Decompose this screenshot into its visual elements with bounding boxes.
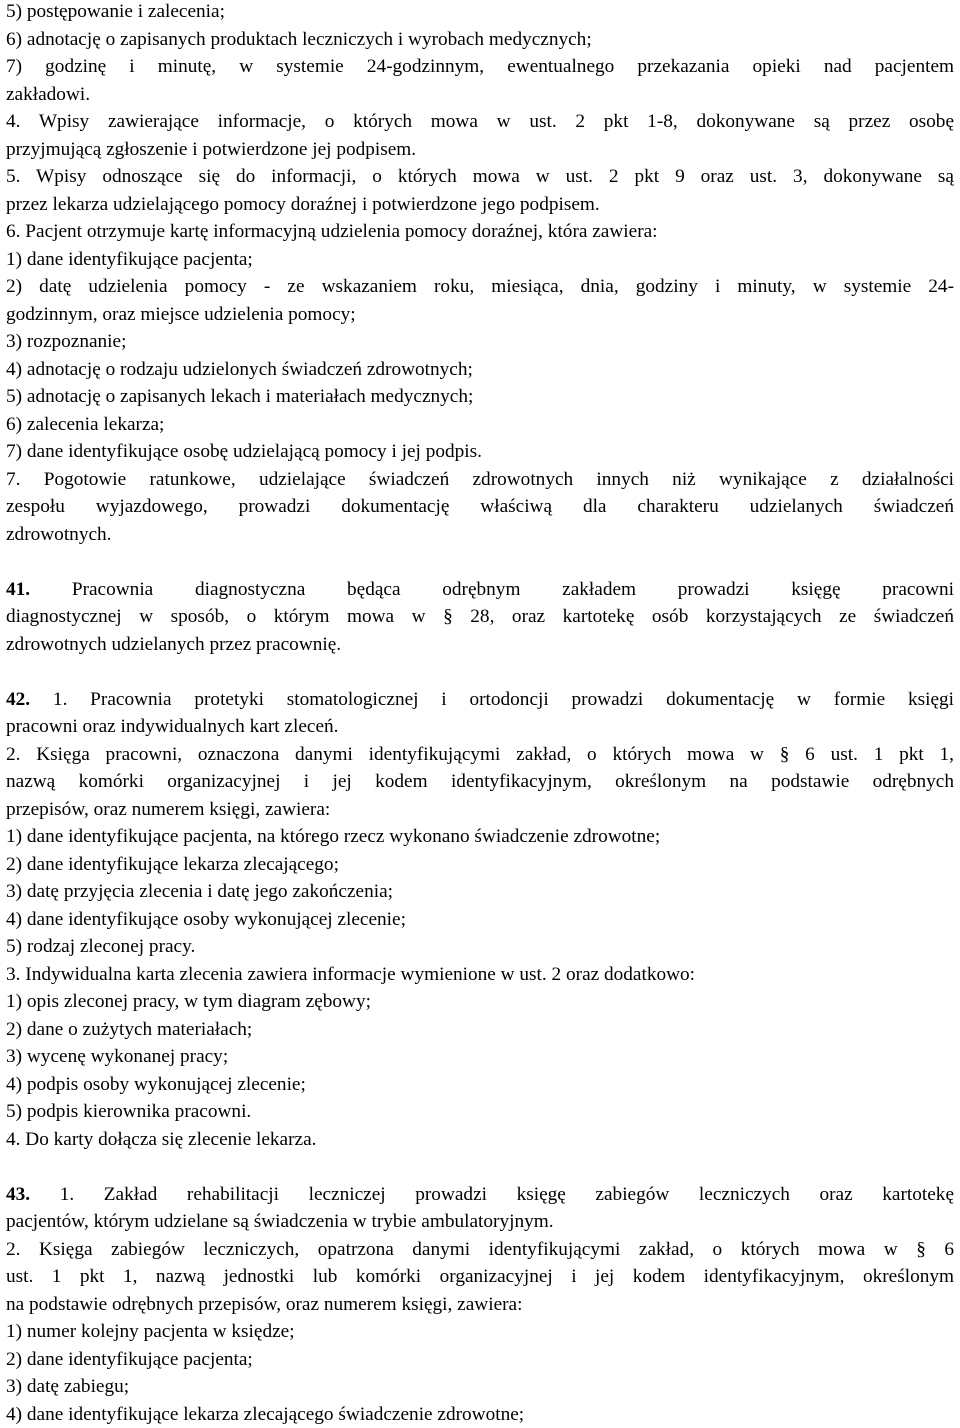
text-line: 1) dane identyfikujące pacjenta, na którego rzecz wykonano świadczenie zdrowotne; <box>6 823 954 851</box>
text-line: przyjmującą zgłoszenie i potwierdzone jej podpisem. <box>6 136 954 164</box>
text-line: 6) zalecenia lekarza; <box>6 411 954 439</box>
text-line: 4) podpis osoby wykonującej zlecenie; <box>6 1071 954 1099</box>
text-line: zespołu wyjazdowego, prowadzi dokumentację właściwą dla charakteru udzielanych świadczeń <box>6 493 954 521</box>
paragraph-gap <box>6 1153 954 1181</box>
text-line: 5) podpis kierownika pracowni. <box>6 1098 954 1126</box>
text-line: 5) postępowanie i zalecenia; <box>6 0 954 26</box>
text-line: 7) dane identyfikujące osobę udzielającą pomocy i jej podpis. <box>6 438 954 466</box>
text-line: 5) adnotację o zapisanych lekach i materiałach medycznych; <box>6 383 954 411</box>
text-line: nazwą komórki organizacyjnej i jej kodem identyfikacyjnym, określonym na podstawie odrębnych <box>6 768 954 796</box>
text-line: 4) adnotację o rodzaju udzielonych świadczeń zdrowotnych; <box>6 356 954 384</box>
text-line: 4) dane identyfikujące osoby wykonującej zlecenie; <box>6 906 954 934</box>
text-line: 5. Wpisy odnoszące się do informacji, o których mowa w ust. 2 pkt 9 oraz ust. 3, dokonywane są <box>6 163 954 191</box>
text-line: ust. 1 pkt 1, nazwą jednostki lub komórki organizacyjnej i jej kodem identyfikacyjnym, określonym <box>6 1263 954 1291</box>
section-text: Pracownia diagnostyczna będąca odrębnym zakładem prowadzi księgę pracowni <box>72 579 954 600</box>
text-line: 6. Pacjent otrzymuje kartę informacyjną udzielenia pomocy doraźnej, która zawiera: <box>6 218 954 246</box>
text-line: 3. Indywidualna karta zlecenia zawiera informacje wymienione w ust. 2 oraz dodatkowo: <box>6 961 954 989</box>
section-41-heading-line <box>6 576 954 604</box>
section-number: 41. <box>6 579 30 600</box>
text-line: zdrowotnych udzielanych przez pracownię. <box>6 631 954 659</box>
text-line: 7) godzinę i minutę, w systemie 24-godzinnym, ewentualnego przekazania opieki nad pacjentem <box>6 53 954 81</box>
text-line: 4. Wpisy zawierające informacje, o których mowa w ust. 2 pkt 1-8, dokonywane są przez osobę <box>6 108 954 136</box>
text-line: na podstawie odrębnych przepisów, oraz numerem księgi, zawiera: <box>6 1291 954 1319</box>
text-line: 2) dane identyfikujące pacjenta; <box>6 1346 954 1374</box>
text-line: 2) dane o zużytych materiałach; <box>6 1016 954 1044</box>
text-line: przez lekarza udzielającego pomocy doraźnej i potwierdzone jego podpisem. <box>6 191 954 219</box>
section-number: 43. <box>6 1184 30 1205</box>
text-line: 3) rozpoznanie; <box>6 328 954 356</box>
text-line: 2. Księga pracowni, oznaczona danymi identyfikującymi zakład, o których mowa w § 6 ust. 1 pkt 1, <box>6 741 954 769</box>
section-text: 1. Zakład rehabilitacji leczniczej prowadzi księgę zabiegów leczniczych oraz kartotekę <box>60 1184 954 1205</box>
text-line: 6) adnotację o zapisanych produktach leczniczych i wyrobach medycznych; <box>6 26 954 54</box>
section-42-heading-line <box>6 686 954 714</box>
text-line: zdrowotnych. <box>6 521 954 549</box>
text-line: pacjentów, którym udzielane są świadczenia w trybie ambulatoryjnym. <box>6 1208 954 1236</box>
text-line: przepisów, oraz numerem księgi, zawiera: <box>6 796 954 824</box>
text-line: 3) wycenę wykonanej pracy; <box>6 1043 954 1071</box>
text-line: 2. Księga zabiegów leczniczych, opatrzona danymi identyfikującymi zakład, o których mowa w § 6 <box>6 1236 954 1264</box>
text-line: godzinnym, oraz miejsce udzielenia pomocy; <box>6 301 954 329</box>
section-number: 42. <box>6 689 30 710</box>
text-line: 3) datę zabiegu; <box>6 1373 954 1401</box>
text-line: 1) opis zleconej pracy, w tym diagram zębowy; <box>6 988 954 1016</box>
text-line: 7. Pogotowie ratunkowe, udzielające świadczeń zdrowotnych innych niż wynikające z działalności <box>6 466 954 494</box>
text-line: 1) numer kolejny pacjenta w księdze; <box>6 1318 954 1346</box>
paragraph-gap <box>6 658 954 686</box>
text-line: 2) dane identyfikujące lekarza zlecającego; <box>6 851 954 879</box>
text-line: diagnostycznej w sposób, o którym mowa w § 28, oraz kartotekę osób korzystających ze świadczeń <box>6 603 954 631</box>
text-line: 4) dane identyfikujące lekarza zlecającego świadczenie zdrowotne; <box>6 1401 954 1428</box>
text-line: 1) dane identyfikujące pacjenta; <box>6 246 954 274</box>
text-line: zakładowi. <box>6 81 954 109</box>
text-line: 4. Do karty dołącza się zlecenie lekarza. <box>6 1126 954 1154</box>
section-43-heading-line <box>6 1181 954 1209</box>
text-line: 3) datę przyjęcia zlecenia i datę jego zakończenia; <box>6 878 954 906</box>
section-text: 1. Pracownia protetyki stomatologicznej i ortodoncji prowadzi dokumentację w formie księgi <box>53 689 954 710</box>
text-line: 2) datę udzielenia pomocy - ze wskazaniem roku, miesiąca, dnia, godziny i minuty, w systemie 24- <box>6 273 954 301</box>
paragraph-gap <box>6 548 954 576</box>
text-line: 5) rodzaj zleconej pracy. <box>6 933 954 961</box>
text-line: pracowni oraz indywidualnych kart zleceń. <box>6 713 954 741</box>
